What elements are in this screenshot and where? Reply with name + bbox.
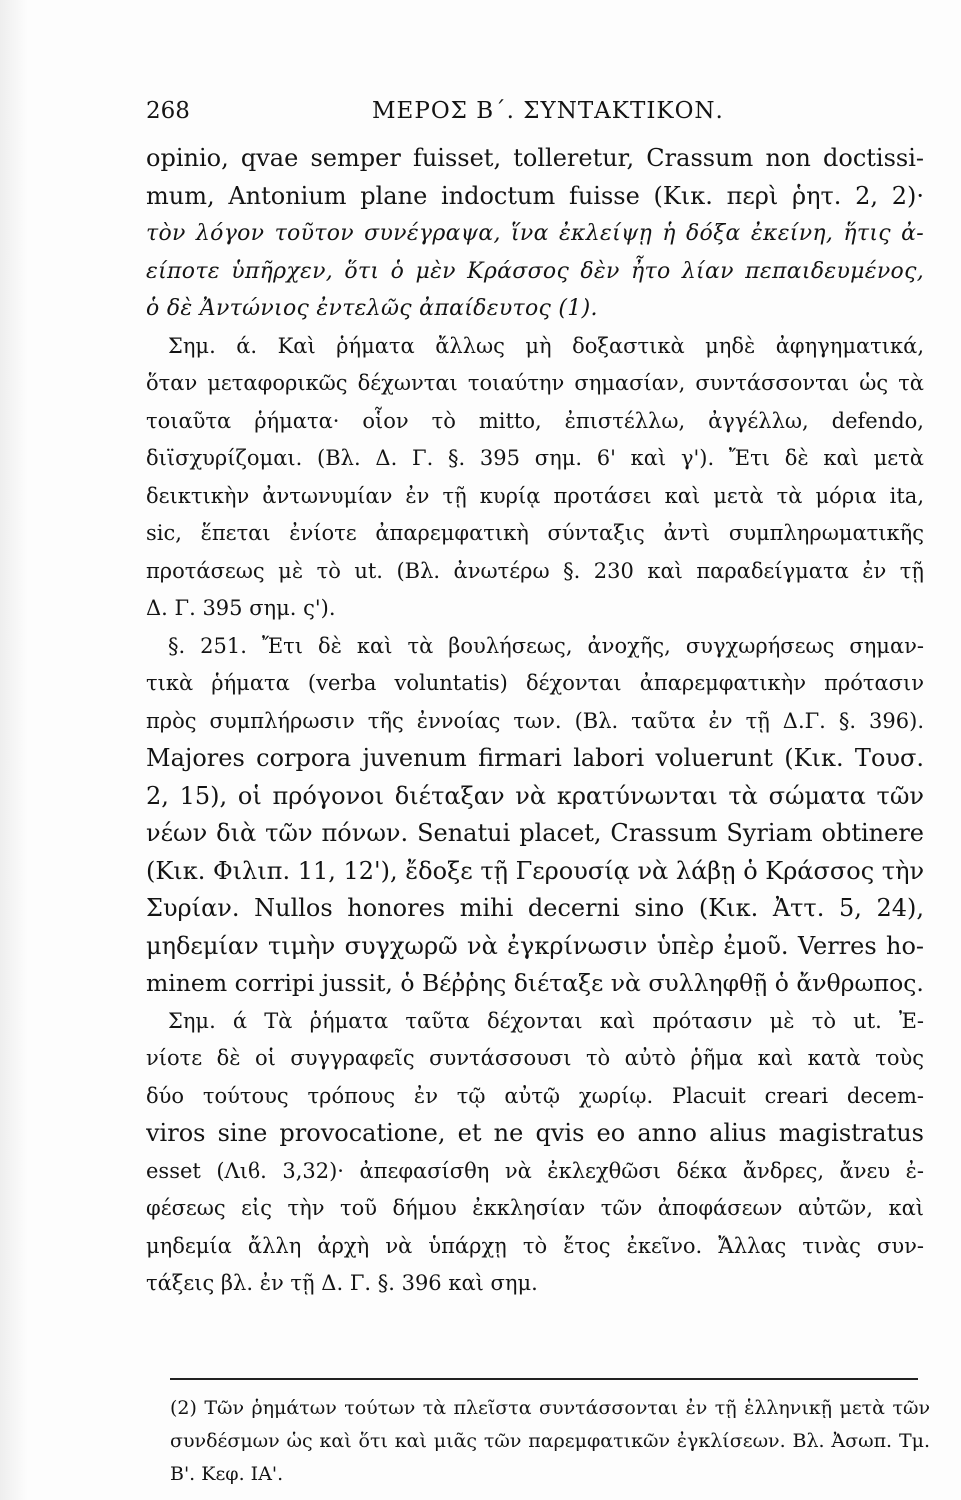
text-line: μηδεμία ἄλλη ἀρχὴ νὰ ὑπάρχῃ τὸ ἔτος ἐκεῖνο. Ἄλλας τινὰς συν- [146,1233,924,1258]
text-line: μηδεμίαν τιμὴν συγχωρῶ νὰ ἐγκρίνωσιν ὑπὲρ ἐμοῦ. Verres ho- [146,931,924,960]
text-line: δεικτικὴν ἀντωνυμίαν ἐν τῇ κυρίᾳ προτάσει καὶ μετὰ τὰ μόρια ita, [146,483,924,508]
text-line: τὸν λόγον τοῦτον συνέγραψα, ἵνα ἐκλείψῃ ἡ δόξα ἐκείνη, ἥτις ἀ- [146,221,924,246]
text-line: Σημ. ά Τὰ ῥήματα ταῦτα δέχονται καὶ πρότασιν μὲ τὸ ut. Ἐ- [168,1008,924,1033]
text-line: mum, Antonium plane indoctum fuisse (Κικ. περὶ ῥητ. 2, 2)· [146,181,924,210]
footnote-divider [170,1378,918,1380]
text-line: νέων διὰ τῶν πόνων. Senatui placet, Crassum Syriam obtinere [146,819,924,847]
footnote-line: Β'. Κεφ. ΙΑ'. [170,1463,284,1485]
text-line: διϊσχυρίζομαι. (Βλ. Δ. Γ. §. 395 σημ. 6' καὶ γ'). Ἔτι δὲ καὶ μετὰ [146,446,924,470]
footnote-line: συνδέσμων ὡς καὶ ὅτι καὶ μιᾶς τῶν παρεμφατικῶν ἐγκλίσεων. Βλ. Ἀσωπ. Τμ. [170,1430,930,1452]
body-text [146,140,924,1303]
text-line: 2, 15), οἱ πρόγονοι διέταξαν νὰ κρατύνωνται τὰ σώματα τῶν [146,781,924,810]
text-line: Συρίαν. Nullos honores mihi decerni sino (Κικ. Ἀττ. 5, 24), [146,894,924,922]
page-number: 268 [146,98,190,124]
page-gutter-shadow [0,0,28,1500]
text-line: φέσεως εἰς τὴν τοῦ δήμου ἐκκλησίαν τῶν ἀποφάσεων αὐτῶν, καὶ [146,1196,924,1220]
text-line: esset (Λιϐ. 3,32)· ἀπεφασίσθη νὰ ἐκλεχθῶσι δέκα ἄνδρες, ἄνευ ἐ- [146,1158,924,1183]
text-line: §. 251. Ἔτι δὲ καὶ τὰ βουλήσεως, ἀνοχῆς, συγχωρήσεως σημαν- [168,633,924,658]
text-line: (Κικ. Φιλιπ. 11, 12'), ἔδοξε τῇ Γερουσίᾳ νὰ λάβῃ ὁ Κράσσος τὴν [146,856,924,885]
text-line: sic, ἕπεται ἐνίοτε ἀπαρεμφατικὴ σύνταξις ἀντὶ συμπληρωματικῆς [146,521,924,545]
running-title: ΜΕΡΟΣ Β΄. ΣΥΝΤΑΚΤΙΚΟΝ. [372,98,724,124]
text-line: Δ. Γ. 395 σημ. ς'). [146,596,336,620]
text-line: τοιαῦτα ῥήματα· οἷον τὸ mitto, ἐπιστέλλω, ἀγγέλλω, defendo, [146,408,924,433]
text-line: νίοτε δὲ οἱ συγγραφεῖς συντάσσουσι τὸ αὐτὸ ῥῆμα καὶ κατὰ τοὺς [146,1046,924,1070]
text-line: πρὸς συμπλήρωσιν τῆς ἐννοίας των. (Βλ. ταῦτα ἐν τῇ Δ.Γ. §. 396). [146,708,924,733]
text-line: δύο τούτους τρόπους ἐν τῷ αὐτῷ χωρίῳ. Placuit creari decem- [146,1083,924,1108]
text-line: είποτε ὑπῆρχεν, ὅτι ὁ μὲν Κράσσος δὲν ἦτο λίαν πεπαιδευμένος, [146,258,924,284]
text-line: προτάσεως μὲ τὸ ut. (Βλ. ἀνωτέρω §. 230 καὶ παραδείγματα ἐν τῇ [146,558,924,583]
text-line: opinio, qvae semper fuisset, tolleretur, Crassum non doctissi- [146,144,924,172]
text-line: ὅταν μεταφορικῶς δέχωνται τοιαύτην σημασίαν, συντάσσονται ὡς τὰ [146,371,924,395]
text-line: Majores corpora juvenum firmari labori voluerunt (Κικ. Τουσ. [146,744,924,772]
footnote [170,1392,930,1491]
page-header [146,98,926,138]
text-line: τικὰ ῥήματα (verba voluntatis) δέχονται ἀπαρεμφατικὴν πρότασιν [146,671,924,695]
text-line: ὁ δὲ Ἀντώνιος ἐντελῶς ἀπαίδευτος (1). [146,296,598,321]
text-line: Σημ. ά. Καὶ ῥήματα ἄλλως μὴ δοξαστικὰ μηδὲ ἀφηγηματικά, [168,333,924,358]
text-line: τάξεις βλ. ἐν τῇ Δ. Γ. §. 396 καὶ σημ. [146,1271,538,1295]
text-line: minem corripi jussit, ὁ Βέῤῥης διέταξε νὰ συλληφθῇ ὁ ἄνθρωπος. [146,969,924,997]
text-line: viros sine provocatione, et ne qvis eo anno alius magistratus [146,1119,924,1147]
footnote-line: (2) Τῶν ῥημάτων τούτων τὰ πλεῖστα συντάσσονται ἐν τῇ ἑλληνικῇ μετὰ τῶν [170,1397,930,1419]
